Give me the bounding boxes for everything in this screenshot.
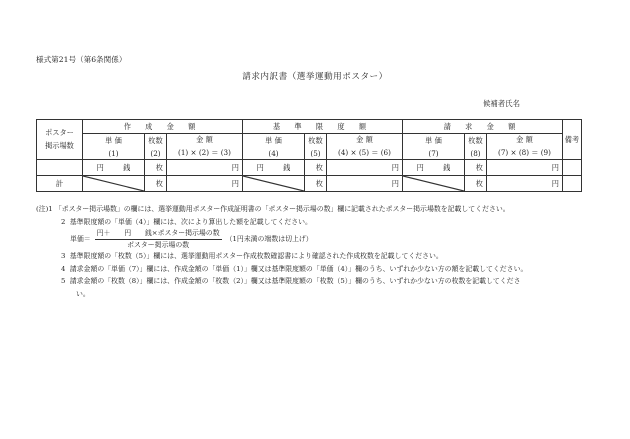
slash-line: [243, 176, 304, 191]
count-8-cell[interactable]: [465, 160, 487, 176]
formula: (7) × (8) ＝ (9): [498, 148, 551, 157]
mai-unit: 枚: [155, 162, 163, 172]
count-5-header: [305, 134, 327, 160]
num: (2): [150, 148, 161, 158]
note-5-text: 請求金額の「枚数（8）」欄には、作成金額の「枚数（2）」欄又は基準限度額の「枚数（5）」欄のうち、いずれか少ない方の枚数を記載してくださ: [69, 277, 521, 286]
candidate-name-label: 候補者氏名: [483, 99, 520, 108]
poster-header-line1: ポスター: [45, 128, 74, 137]
count-8-header: [465, 134, 487, 160]
unit-price-formula: [70, 228, 596, 250]
note-5-number: 5: [61, 277, 66, 286]
unit-price-7-cell[interactable]: [403, 160, 465, 176]
yen-unit: 円: [256, 162, 264, 172]
count-2-total-cell[interactable]: [145, 176, 167, 192]
num: (1): [108, 148, 119, 158]
document-title: 請求内訳書（選挙運動用ポスター）: [242, 72, 388, 82]
amount-9-total-cell[interactable]: [487, 176, 563, 192]
poster-header-line2: 掲示場数: [45, 141, 74, 150]
formula-denominator: ポスター掲示場の数: [127, 240, 190, 249]
yen-unit: 円: [391, 162, 399, 172]
claim-amount-header: 請 求 金 額: [403, 120, 563, 134]
note-3-number: 3: [61, 252, 66, 261]
amount-3-cell[interactable]: [167, 160, 243, 176]
count-2-header: [145, 134, 167, 160]
unit-price-1-header: [83, 134, 145, 160]
poster-count-cell[interactable]: [37, 160, 83, 176]
note-2-number: 2: [61, 217, 66, 226]
amount-9-cell[interactable]: [487, 160, 563, 176]
count-5-total-cell[interactable]: [305, 176, 327, 192]
label: 金 額: [516, 135, 533, 144]
unit-price-4-header: [243, 134, 305, 160]
count-2-cell[interactable]: [145, 160, 167, 176]
mai-unit: 枚: [475, 178, 483, 188]
sen-unit: 銭: [123, 162, 131, 172]
table-row-entry: [37, 160, 582, 176]
yen-unit: 円: [96, 162, 104, 172]
note-5-continuation: い。: [76, 289, 90, 298]
note-4: [36, 263, 596, 276]
note-3-text: 基準限度額の「枚数（5）」欄には、選挙運動用ポスター作成枚数確認書により確認された作成枚数を記載してください。: [69, 252, 443, 261]
num: (7): [428, 148, 439, 158]
remarks-cell[interactable]: [563, 160, 582, 176]
amount-3-header: [167, 134, 243, 160]
unit-price-1-total-slash: [83, 176, 145, 192]
formula-lhs: 単価＝: [70, 234, 91, 243]
sen-unit: 銭: [283, 162, 291, 172]
label: 枚数: [308, 135, 323, 145]
label: 単 価: [265, 135, 282, 145]
label: 金 額: [196, 135, 213, 144]
amount-3-total-cell[interactable]: [167, 176, 243, 192]
formula: (4) × (5) ＝ (6): [338, 148, 391, 157]
mai-unit: 枚: [475, 162, 483, 172]
note-3: [36, 250, 596, 263]
sen-unit: 銭: [443, 162, 451, 172]
total-label: 計: [37, 176, 83, 192]
table-row-total: [37, 176, 582, 192]
unit-price-1-cell[interactable]: [83, 160, 145, 176]
amount-6-total-cell[interactable]: [327, 176, 403, 192]
count-5-cell[interactable]: [305, 160, 327, 176]
label: 単 価: [105, 135, 122, 145]
label: 枚数: [468, 135, 483, 145]
unit-price-7-header: [403, 134, 465, 160]
yen-unit: 円: [391, 178, 399, 188]
count-8-total-cell[interactable]: [465, 176, 487, 192]
poster-count-header: [37, 120, 83, 160]
note-2-text: 基準限度額の「単価（4）」欄には、次により算出した額を記載してください。: [69, 217, 312, 226]
label: 金 額: [356, 135, 373, 144]
formula-numerator: 円＋ 円 銭×ポスター掲示場の数: [95, 229, 222, 240]
unit-price-4-cell[interactable]: [243, 160, 305, 176]
table-header-row-1: [37, 120, 582, 134]
mai-unit: 枚: [155, 178, 163, 188]
amount-6-cell[interactable]: [327, 160, 403, 176]
yen-unit: 円: [416, 162, 424, 172]
unit-price-7-total-slash: [403, 176, 465, 192]
unit-price-4-total-slash: [243, 176, 305, 192]
notes-section: [36, 203, 596, 301]
label: 単 価: [425, 135, 442, 145]
mai-unit: 枚: [315, 178, 323, 188]
yen-unit: 円: [231, 162, 239, 172]
num: (8): [470, 148, 481, 158]
slash-line: [83, 176, 144, 191]
formula-fraction: [95, 229, 222, 250]
note-lead: (注)1: [36, 205, 53, 213]
formula-rounding-note: （1円未満の端数は切上げ）: [225, 234, 313, 243]
claim-breakdown-table: [36, 119, 582, 192]
num: (4): [268, 148, 279, 158]
production-amount-header: 作 成 金 額: [83, 120, 243, 134]
form-number: 様式第21号（第6条関係）: [36, 55, 127, 64]
formula: (1) × (2) ＝ (3): [178, 148, 231, 157]
slash-line: [403, 176, 464, 191]
num: (5): [310, 148, 321, 158]
note-1-text: 「ポスター掲示場数」の欄には、選挙運動用ポスター作成証明書の「ポスター掲示場の数」欄に記載されたポスター掲示場数を記載してください。: [54, 205, 510, 213]
note-2: [36, 216, 596, 229]
mai-unit: 枚: [315, 162, 323, 172]
table-header-row-2: [37, 134, 582, 160]
note-1: [36, 203, 596, 216]
remarks-total-cell[interactable]: [563, 176, 582, 192]
note-4-text: 請求金額の「単価（7）」欄には、作成金額の「単価（1）」欄又は基準限度額の「単価（4）」欄のうち、いずれか少ない方の額を記載してください。: [69, 264, 528, 273]
remarks-header: 備考: [563, 120, 582, 160]
note-5: [36, 275, 596, 288]
yen-unit: 円: [551, 162, 559, 172]
yen-unit: 円: [551, 178, 559, 188]
label: 枚数: [148, 135, 163, 145]
amount-9-header: [487, 134, 563, 160]
standard-limit-header: 基 準 限 度 額: [243, 120, 403, 134]
amount-6-header: [327, 134, 403, 160]
yen-unit: 円: [231, 178, 239, 188]
note-4-number: 4: [61, 264, 66, 273]
